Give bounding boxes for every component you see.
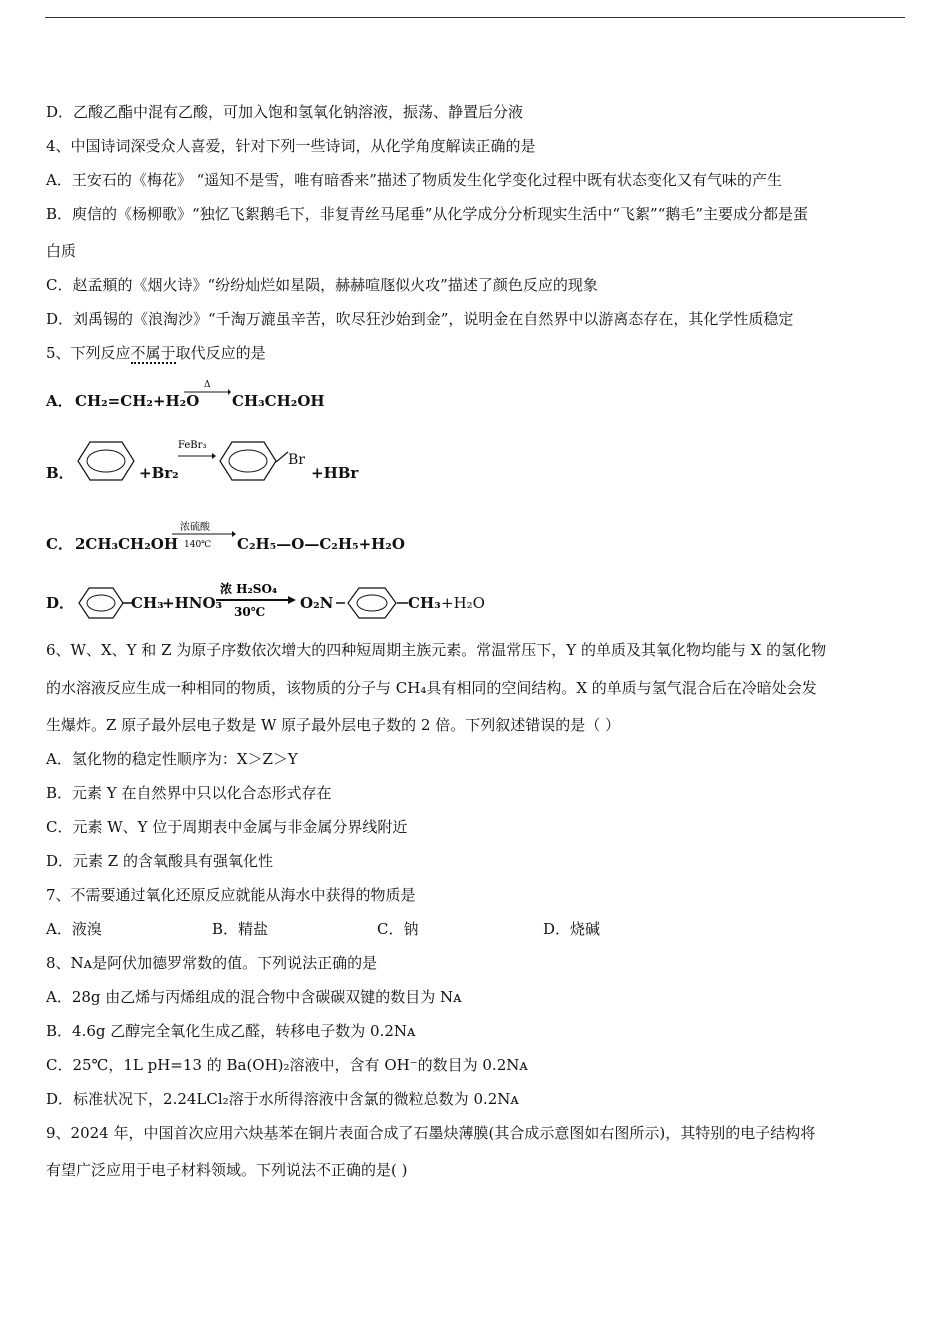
q7-option-d: D．烧碱 [543, 920, 601, 938]
q5-d-condition-bottom: 30℃ [234, 605, 266, 619]
q6-stem-line1: 6、W、X、Y 和 Z 为原子序数依次增大的四种短周期主族元素。常温常压下，Y 的单质及其氧化物均能与 X 的氢化物 [46, 641, 827, 659]
q5-stem [46, 343, 266, 363]
q5-b-substituent: Br [288, 452, 305, 468]
q5-stem-post: 取代反应的是 [175, 344, 266, 362]
header-rule [45, 17, 905, 18]
q6-option-a: A．氢化物的稳定性顺序为：X＞Z＞Y [46, 750, 298, 768]
q6-stem-line2: 的水溶液反应生成一种相同的物质，该物质的分子与 CH₄具有相同的空间结构。X 的单质与氢气混合后在冷暗处会发 [46, 679, 817, 697]
q5-b-condition: FeBr₃ [178, 440, 207, 451]
q6-option-b: B．元素 Y 在自然界中只以化合态形式存在 [46, 784, 332, 802]
q5-d-methyl-2: CH₃ [408, 594, 441, 612]
q7-stem: 7、不需要通过氧化还原反应就能从海水中获得的物质是 [46, 886, 416, 904]
q5-c-label: C． [46, 535, 73, 553]
nitrotoluene-ring-icon [344, 585, 400, 621]
q6-option-d: D．元素 Z 的含氧酸具有强氧化性 [46, 852, 273, 870]
bromobenzene-ring-icon [216, 438, 280, 484]
q7-option-b: B．精盐 [212, 920, 269, 938]
q5-stem-pre: 5、下列反应 [46, 344, 131, 362]
q5-d-reagent: +HNO₃ [162, 594, 223, 612]
q4-option-b-line1: B．庾信的《杨柳歌》“独忆飞絮鹅毛下，非复青丝马尾垂”从化学成分分析现实生活中“飞絮”“鹅毛”主要成分都是蛋 [46, 205, 809, 223]
q5-a-condition: Δ [204, 380, 211, 390]
q5-d-methyl-1: CH₃ [131, 594, 164, 612]
q7-option-c: C．钠 [377, 920, 419, 938]
q8-option-a: A．28g 由乙烯与丙烯组成的混合物中含碳碳双键的数目为 Nᴀ [46, 988, 462, 1006]
q6-stem-line3: 生爆炸。Z 原子最外层电子数是 W 原子最外层电子数的 2 倍。下列叙述错误的是（ ） [46, 716, 620, 734]
q5-c-condition-bottom: 140℃ [184, 540, 212, 550]
q5-b-label: B． [46, 464, 74, 482]
q5-d-label: D． [46, 594, 75, 612]
q9-stem-line2: 有望广泛应用于电子材料领域。下列说法不正确的是( ) [46, 1161, 408, 1179]
q5-a-reactants: CH₂=CH₂+H₂O [75, 392, 200, 410]
q5-b-arrow [176, 436, 218, 466]
q5-c-reactant: 2CH₃CH₂OH [75, 535, 179, 553]
q5-a-label: A． [46, 392, 73, 410]
q8-option-b: B．4.6g 乙醇完全氧化生成乙醛，转移电子数为 0.2Nᴀ [46, 1022, 416, 1040]
q6-option-c: C．元素 W、Y 位于周期表中金属与非金属分界线附近 [46, 818, 408, 836]
q5-a-arrow [182, 376, 232, 406]
q4-stem: 4、中国诗词深受众人喜爱，针对下列一些诗词，从化学角度解读正确的是 [46, 137, 536, 155]
q4-option-a: A．王安石的《梅花》 “遥知不是雪，唯有暗香来”描述了物质发生化学变化过程中既有状态变化又有气味的产生 [46, 171, 782, 189]
q5-b-hbr: +HBr [311, 464, 359, 482]
q5-d-condition-top: 浓 H₂SO₄ [220, 582, 278, 596]
q4-option-c: C．赵孟頫的《烟火诗》“纷纷灿烂如星陨，赫赫喧豗似火攻”描述了颜色反应的现象 [46, 276, 598, 294]
q9-stem-line1: 9、2024 年，中国首次应用六炔基苯在铜片表面合成了石墨炔薄膜(其合成示意图如右图所示)，其特别的电子结构将 [46, 1124, 816, 1142]
q5-d-water: +H₂O [441, 594, 485, 612]
q5-c-condition-top: 浓硫酸 [180, 522, 210, 533]
q8-option-d: D．标准状况下，2.24LCl₂溶于水所得溶液中含氯的微粒总数为 0.2Nᴀ [46, 1090, 519, 1108]
q5-c-arrow [170, 519, 238, 553]
q5-b-bromine: +Br₂ [139, 464, 179, 482]
q4-option-d: D．刘禹锡的《浪淘沙》“千淘万漉虽辛苦，吹尽狂沙始到金”，说明金在自然界中以游离态存在，其化学性质稳定 [46, 310, 794, 328]
q8-stem: 8、Nᴀ是阿伏加德罗常数的值。下列说法正确的是 [46, 954, 378, 972]
q4-option-b-line2: 白质 [46, 242, 77, 260]
q5-stem-emphasis: 不属于 [130, 344, 176, 362]
q5-d-arrow [214, 580, 298, 620]
q3-option-d: D．乙酸乙酯中混有乙酸，可加入饱和氢氧化钠溶液，振荡、静置后分液 [46, 103, 524, 121]
toluene-ring-icon [76, 585, 126, 621]
q8-option-c: C．25℃，1L pH=13 的 Ba(OH)₂溶液中，含有 OH⁻的数目为 0.2Nᴀ [46, 1056, 528, 1074]
q5-a-product: CH₃CH₂OH [232, 392, 325, 410]
q5-c-products: C₂H₅—O—C₂H₅+H₂O [237, 535, 405, 553]
q7-option-a: A．液溴 [46, 920, 102, 938]
q5-d-nitro: O₂N [300, 594, 334, 612]
benzene-ring-icon [74, 438, 138, 484]
